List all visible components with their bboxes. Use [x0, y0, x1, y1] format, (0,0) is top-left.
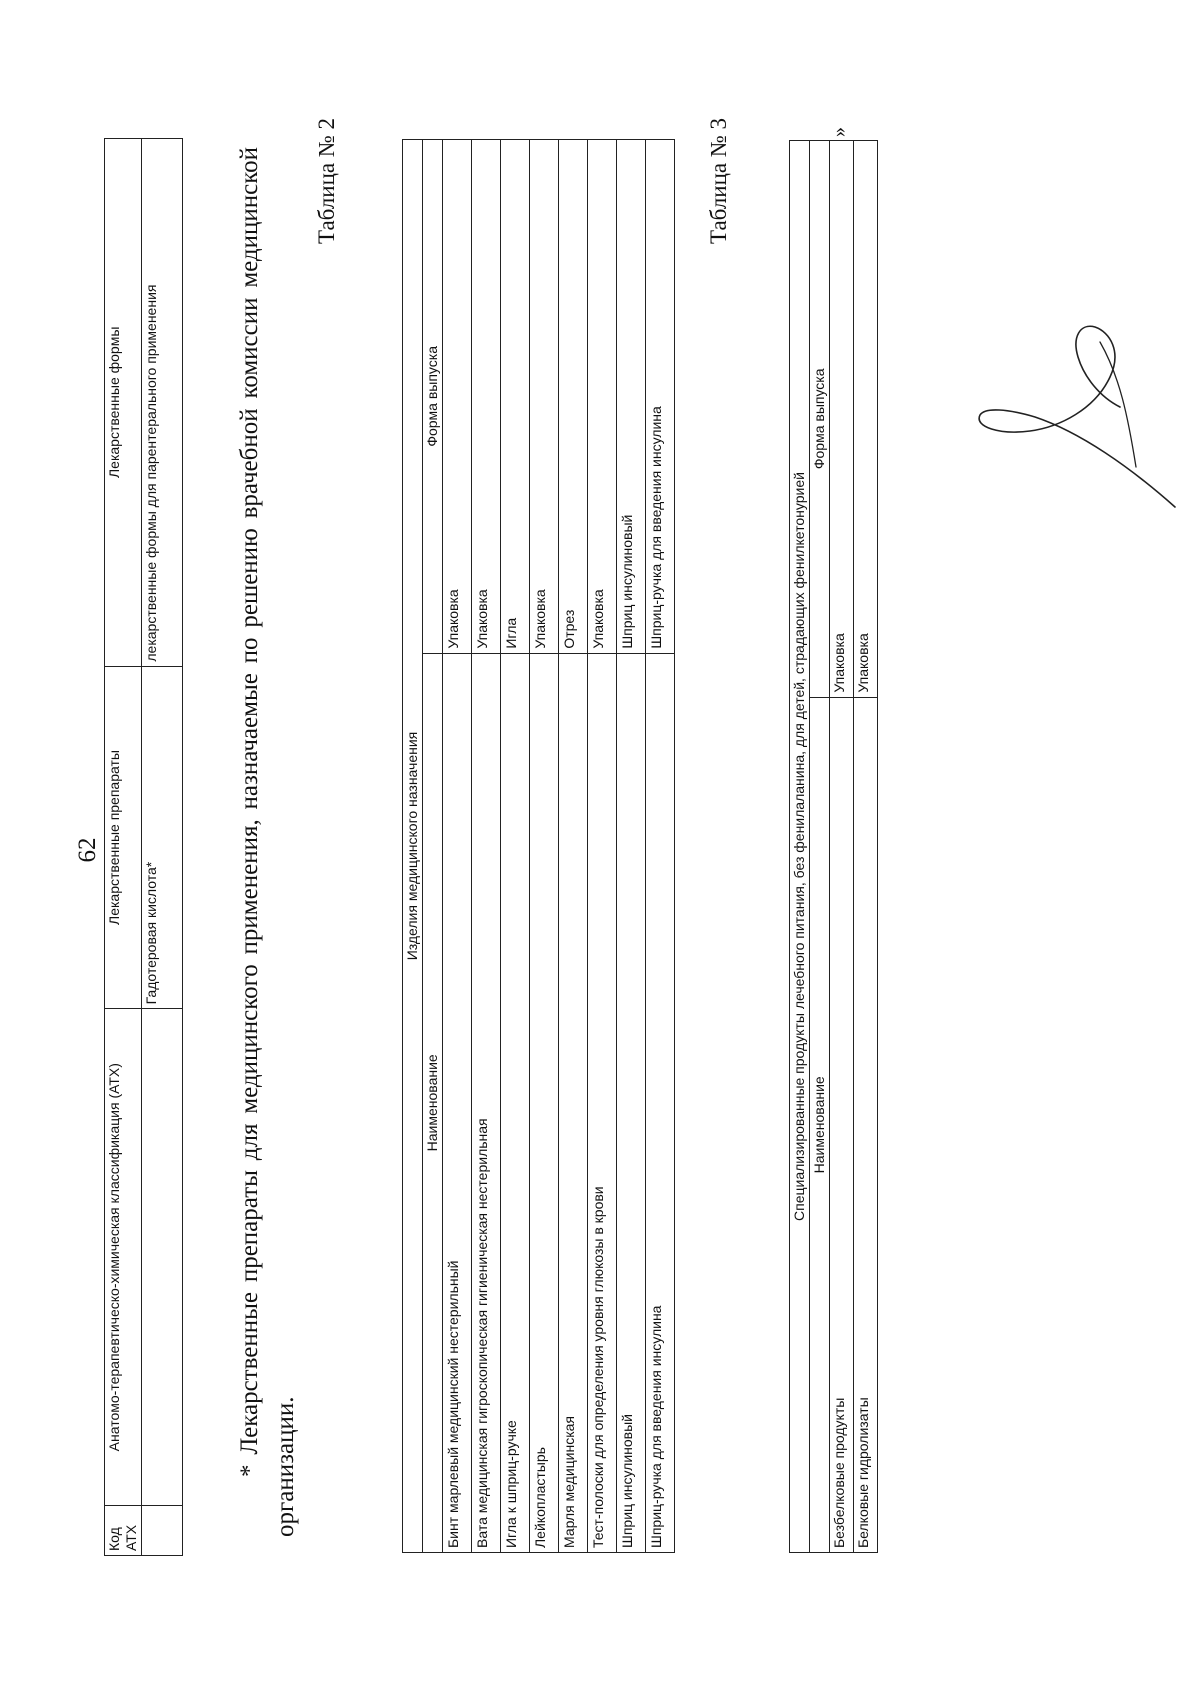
footnote: * Лекарственные препараты для медицинского применения, назначаемые по решению врачебной комиссии медицинской организации. [236, 147, 299, 1537]
cell-form: Шприц-ручка для введения инсулина [646, 140, 675, 654]
table-row [501, 140, 530, 1553]
table-row [472, 140, 501, 1553]
cell-form: Упаковка [472, 140, 501, 654]
header-name: Наименование [423, 653, 443, 1552]
nutrition-products-table [789, 140, 878, 1553]
table2-title: Изделия медицинского назначения [403, 140, 423, 1553]
cell-name: Шприц инсулиновый [617, 653, 646, 1552]
closing-quote-mark: » [828, 127, 850, 137]
cell-name: Лейкопластырь [530, 653, 559, 1552]
cell-form: Шприц инсулиновый [617, 140, 646, 654]
cell-name: Игла к шприц-ручке [501, 653, 530, 1552]
cell-name: Тест-полоски для определения уровня глюкозы в крови [588, 653, 617, 1552]
header-drugs: Лекарственные препараты [105, 666, 142, 1009]
header-form: Форма выпуска [810, 141, 830, 698]
cell-name: Марля медицинская [559, 653, 588, 1552]
table-row [830, 141, 854, 1553]
cell-form: Упаковка [588, 140, 617, 654]
cell-form: Упаковка [854, 141, 878, 698]
cell-drug: Гадотеровая кислота* [142, 666, 183, 1009]
cell-name: Шприц-ручка для введения инсулина [646, 653, 675, 1552]
cell-form: Упаковка [830, 141, 854, 698]
cell-name: Бинт марлевый медицинский нестерильный [443, 653, 472, 1552]
page-number: 62 [74, 837, 101, 863]
table3-caption: Таблица № 3 [706, 117, 731, 244]
cell-name: Белковые гидролизаты [854, 697, 878, 1552]
table-title-row [403, 140, 423, 1553]
cell-code [142, 1506, 183, 1556]
signature-icon [960, 317, 1180, 527]
cell-form: лекарственные формы для парентерального применения [142, 139, 183, 667]
cell-name: Вата медицинская гигроскопическая гигиеническая нестерильная [472, 653, 501, 1552]
table-row [530, 140, 559, 1553]
table3-title: Специализированные продукты лечебного питания, без фенилаланина, для детей, страдающих фенилкетонурией [790, 141, 810, 1553]
table-row [559, 140, 588, 1553]
header-forms: Лекарственные формы [105, 139, 142, 667]
atc-table [104, 138, 183, 1556]
cell-name: Безбелковые продукты [830, 697, 854, 1552]
cell-form: Упаковка [530, 140, 559, 654]
table2-caption: Таблица № 2 [314, 117, 339, 244]
header-name: Наименование [810, 697, 830, 1552]
cell-classification [142, 1009, 183, 1506]
table-row [142, 139, 183, 1556]
table-row [443, 140, 472, 1553]
header-classification: Анатомо-терапевтическо-химическая классификация (АТХ) [105, 1009, 142, 1506]
cell-form: Игла [501, 140, 530, 654]
table-title-row [790, 141, 810, 1553]
table-row [588, 140, 617, 1553]
medical-devices-table [402, 139, 675, 1553]
table-row [854, 141, 878, 1553]
table-header-row [810, 141, 830, 1553]
table-header-row [105, 139, 142, 1556]
table-header-row [423, 140, 443, 1553]
table-row [617, 140, 646, 1553]
cell-form: Упаковка [443, 140, 472, 654]
header-code: Код АТХ [105, 1506, 142, 1556]
cell-form: Отрез [559, 140, 588, 654]
header-form: Форма выпуска [423, 140, 443, 654]
table-row [646, 140, 675, 1553]
